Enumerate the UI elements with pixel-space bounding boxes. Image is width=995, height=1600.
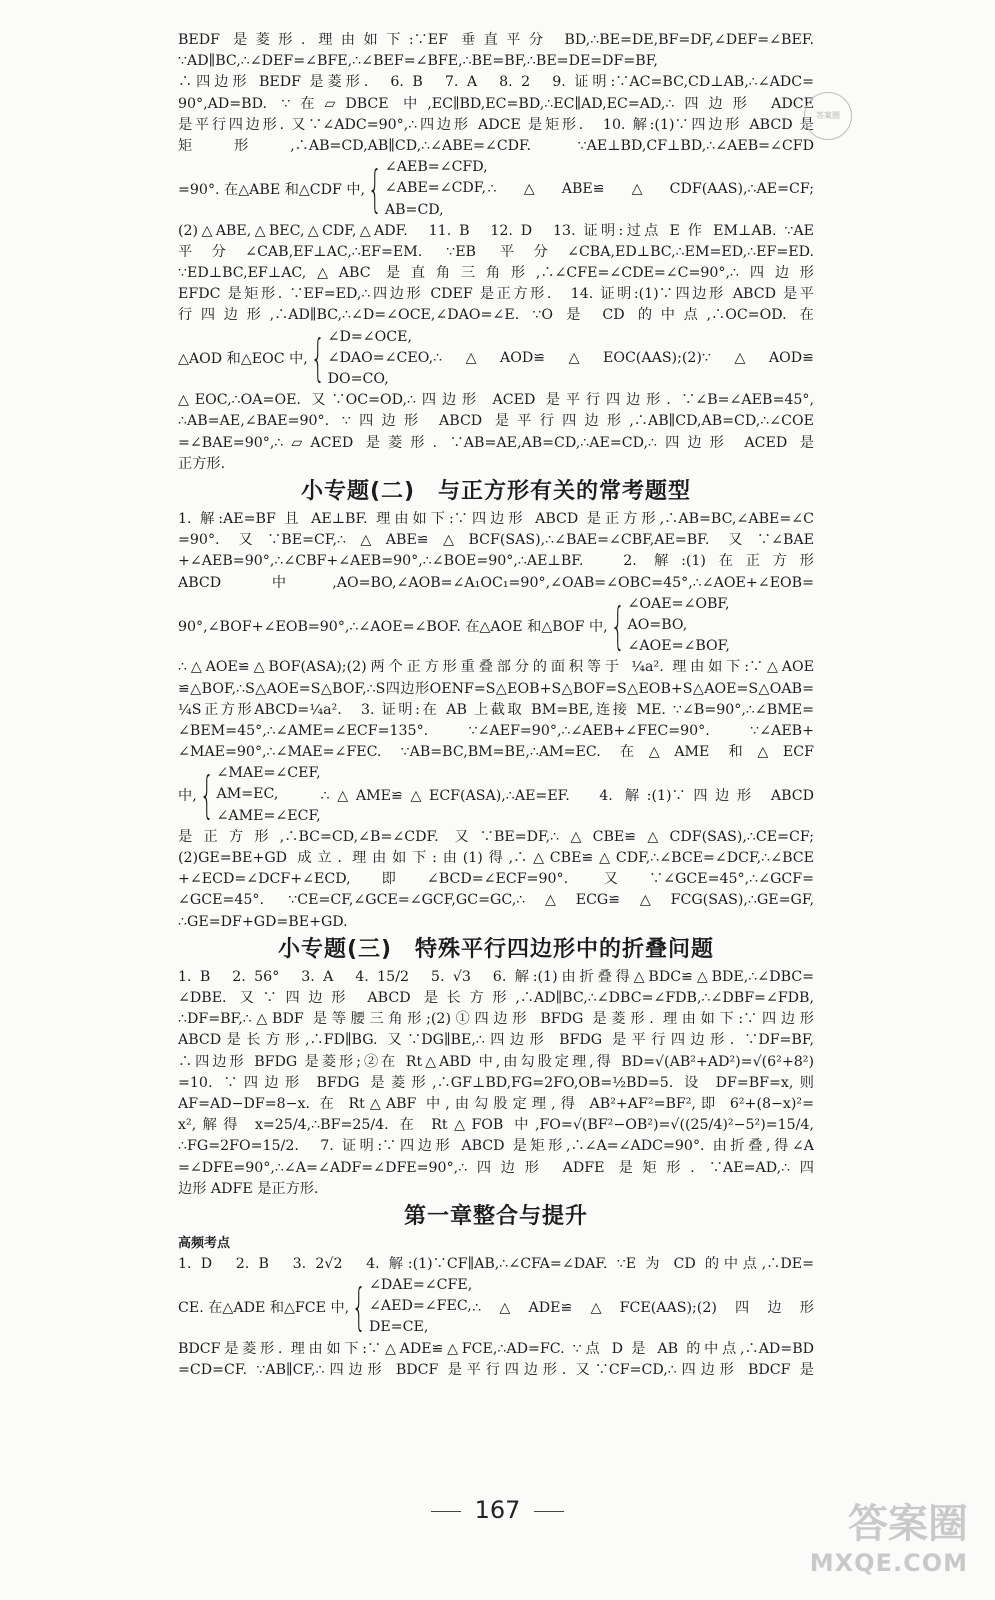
answer-block-4 [178,1254,814,1381]
section-heading: 第一章整合与提升 [403,1203,588,1229]
system-prefix: =90°. 在△ABE 和△CDF 中, [178,181,366,198]
section-heading: 小专题(二) 与正方形有关的常考题型 [300,479,692,504]
text-line: =10. ∵四边形 BFDG 是菱形,∴GF⊥BD,FG=2FO,OB=½BD=5. 设 DF=BF=x,则 [178,1074,814,1091]
system-prefix: 90°,∠BOF+∠EOB=90°,∴∠AOE=∠BOF. 在△AOE 和△BOF 中, [178,618,608,635]
text-line: 是正方形,∴BC=CD,∠B=∠CDF. 又∵BE=DF,∴△CBE≌△CDF(SAS),∴CE=CF; [178,828,814,845]
subsection-heading: 高频考点 [178,1235,231,1251]
section-heading: 小专题(三) 特殊平行四边形中的折叠问题 [277,936,715,962]
system-rows [627,594,729,658]
system-row: AO=BO, [627,616,688,633]
text-line: 1. D 2. B 3. 2√2 4. 解:(1)∵CF∥AB,∴∠CFA=∠DAF. ∵E 为 CD 的中点,∴DE= [178,1255,814,1272]
answer-page [178,30,814,1381]
brace-icon: { [351,1277,367,1336]
text-line: BEDF 是菱形. 理由如下:∵EF 垂直平分 BD,∴BE=DE,BF=DF,∠DEF=∠BEF. [178,32,814,48]
system-row: AM=EC, [216,786,279,803]
text-line: ∠BEM=45°,∴∠AME=∠ECF=135°. ∵∠AEF=90°,∴∠AEB+∠FEC=90°. ∵∠AEB+ [178,722,814,739]
text-line: =CD=CF. ∵AB∥CF,∴四边形 BDCF 是平行四边形. 又∵CF=CD,∴四边形 BDCF 是 [178,1361,814,1378]
system-row: ∠ABE=∠CDF, [384,180,486,197]
text-line: 正方形. [178,455,226,472]
system-row: ∠D=∠OCE, [327,328,413,345]
system-row: AB=CD, [384,201,444,218]
page-number-text: 167 [474,1496,521,1524]
equation-system [178,763,814,827]
text-line: 平分∠CAB,EF⊥AC,∴EF=EM. ∵EB 平分∠CBA,ED⊥BC,∴EM=ED,∴EF=ED. [178,243,814,260]
text-line: 1. B 2. 56° 3. A 4. 15/2 5. √3 6. 解:(1)由折叠得△BDC≌△BDE,∴∠DBC= [178,968,814,985]
system-row: DO=CO, [327,371,389,388]
text-line: 1. 解:AE=BF 且 AE⊥BF. 理由如下:∵四边形 ABCD 是正方形,∴AB=BC,∠ABE=∠C [178,511,814,527]
system-row: ∠AOE=∠BOF, [627,638,730,655]
text-line: =∠BAE=90°,∴▱ACED 是菱形. ∵AB=AE,AB=CD,∴AE=CD,∴四边形 ACED 是 [178,434,814,451]
answer-block-3 [178,967,814,1200]
answer-block-1 [178,30,814,475]
system-rows [217,763,321,827]
text-line: (2)△ABE,△BEC,△CDF,△ADF. 11. B 12. D 13. 证明:过点 E 作 EM⊥AB. ∵AE [178,222,814,239]
system-row: ∠AME=∠ECF, [216,807,321,824]
text-line: =90°. 又∵BE=CF,∴△ABE≌△BCF(SAS),∴∠BAE=∠CBF,AE=BF. 又∵∠BAE [178,532,814,549]
brace-icon: { [367,159,383,218]
text-line: ABCD是长方形,∴FD∥BG. 又∵DG∥BE,∴四边形 BFDG 是平行四边形. ∵DF=BF, [178,1032,814,1049]
text-line: AF=AD−DF=8−x. 在 Rt△ABF 中,由勾股定理,得 AB²+AF²=BF²,即 6²+(8−x)²= [178,1095,814,1112]
system-prefix: CE. 在△ADE 和△FCE 中, [178,1299,350,1316]
system-row: DE=CE, [369,1319,429,1336]
equation-system [178,327,814,391]
system-row: ∠DAO=∠CEO, [327,349,434,366]
text-line: ∵AD∥BC,∴∠DEF=∠BFE,∴∠BEF=∠BFE,∴BE=BF,∴BE=DE=DF=BF, [178,53,658,70]
system-rows [369,1275,472,1339]
system-row: ∠DAE=∠CFE, [369,1277,473,1294]
text-line: 矩形,∴AB=CD,AB∥CD,∴∠ABE=∠CDF. ∵AE⊥BD,CF⊥BD,∴∠AEB=∠CFD [178,137,814,154]
text-line: ∴四边形 BEDF 是菱形. 6. B 7. A 8. 2 9. 证明:∵AC=BC,CD⊥AB,∴∠ADC= [178,74,814,91]
text-line: ∠GCE=45°. ∵CE=CF,∠GCE=∠GCF,GC=GC,∴△ECG≌△FCG(SAS),∴GE=GF, [178,892,814,909]
divider [534,1511,564,1512]
divider [431,1511,461,1512]
equation-system [178,594,814,658]
brace-icon: { [310,329,325,388]
watermark-text: 答案圈 [848,1501,968,1547]
system-row: ∠AEB=∠CFD, [384,159,488,176]
brace-icon: { [610,596,625,655]
text-line: =∠DFE=90°,∴∠A=∠ADF=∠DFE=90°,∴四边形 ADFE 是矩形. ∵AE=AD,∴四 [178,1159,814,1176]
system-rows [385,157,488,221]
text-line: +∠ECD=∠DCF+∠ECD,即∠BCD=∠ECF=90°. 又∵∠GCE=45°,∴∠GCF= [178,871,814,888]
text-line: x²,解得 x=25/4,∴BF=25/4. 在 Rt△FOB 中,FO=√(BF²−OB²)=√((25/4)²−5²)=15/4, [178,1117,814,1134]
text-line: ∴FG=2FO=15/2. 7. 证明:∵四边形 ABCD 是矩形,∴∠A=∠ADC=90°. 由折叠,得∠A [178,1138,814,1155]
text-line: +∠AEB=90°,∴∠CBF+∠AEB=90°,∴∠BOE=90°,∴AE⊥BF. 2. 解:(1)在正方形 [178,553,814,570]
text-line: △EOC,∴OA=OE. 又∵OC=OD,∴四边形 ACED 是平行四边形. ∵∠B=∠AEB=45°, [178,392,814,409]
equation-system [178,1275,814,1339]
text-line: ∠MAE=90°,∴∠MAE=∠FEC. ∵AB=BC,BM=BE,∴AM=EC. 在△AME 和△ECF [178,744,814,761]
system-prefix: △AOD 和△EOC 中, [178,351,308,368]
text-line: 行四边形,∴AD∥BC,∴∠D=∠OCE,∠DAO=∠E. ∵O 是 CD 的中点,∴OC=OD. 在 [178,307,814,324]
answer-block-2 [178,509,814,933]
equation-system [178,157,814,221]
text-line: (2)GE=BE+GD 成立. 理由如下:由(1)得,∴△CBE≌△CDF,∴∠BCE=∠DCF,∴∠BCE [178,850,814,867]
system-suffix: ∴△ABE≌△CDF(AAS),∴AE=CF; [487,180,814,197]
brace-icon: { [199,766,214,825]
text-line: EFDC 是矩形. ∵EF=ED,∴四边形 CDEF 是正方形. 14. 证明:(1)∵四边形 ABCD 是平 [178,286,814,303]
system-prefix: 中, [178,788,197,805]
watermark-text: MXQE.COM [809,1549,968,1577]
stamp-icon: 答案圈 [804,92,852,140]
text-line: ∴四边形 BFDG 是菱形;②在 Rt△ABD 中,由勾股定理,得 BD=√(AB²+AD²)=√(6²+8²) [178,1053,814,1070]
text-line: 90°,AD=BD. ∵在▱DBCE 中,EC∥BD,EC=BD,∴EC∥AD,EC=AD,∴四边形 ADCE [178,95,814,112]
system-row: ∠MAE=∠CEF, [216,765,321,782]
text-line: ∴△AOE≌△BOF(ASA);(2)两个正方形重叠部分的面积等于 ¼a². 理由如下:∵△AOE [178,659,814,676]
text-line: BDCF是菱形. 理由如下:∵△ADE≌△FCE,∴AD=FC. ∵点 D 是 AB 的中点,∴AD=BD [178,1340,814,1357]
text-line: ∵ED⊥BC,EF⊥AC,△ABC 是直角三角形,∴∠CFE=∠CDE=∠C=90°,∴四边形 [178,265,814,282]
system-row: ∠OAE=∠OBF, [627,595,730,612]
watermark-logo [800,1500,980,1590]
text-line: ∴DF=BF,∴△BDF 是等腰三角形;(2)①四边形 BFDG 是菱形. 理由如下:∵四边形 [178,1011,814,1028]
text-line: ABCD 中,AO=BO,∠AOB=∠A₁OC₁=90°,∠OAB=∠OBC=45°,∴∠AOE+∠EOB= [178,574,814,591]
system-row: ∠AED=∠FEC, [369,1298,472,1315]
text-line: 是平行四边形. 又∵∠ADC=90°,∴四边形 ADCE 是矩形. 10. 解:(1)∵四边形 ABCD 是 [178,116,814,133]
system-suffix: ∴△AOD≌△EOC(AAS);(2)∵△AOD≌ [433,350,814,367]
system-suffix: ∴△ADE≌△FCE(AAS);(2)四边形 [472,1299,814,1316]
text-line: ∴GE=DF+GD=BE+GD. [178,913,348,930]
text-line: ∴AB=AE,∠BAE=90°. ∵四边形 ABCD 是平行四边形,∴AB∥CD,AB=CD,∴∠COE [178,413,814,430]
system-suffix: ∴△AME≌△ECF(ASA),∴AE=EF. 4. 解:(1)∵四边形 ABCD [320,788,814,805]
system-rows [328,327,433,391]
text-line: 边形 ADFE 是正方形. [178,1180,319,1197]
text-line: ¼S正方形ABCD=¼a². 3. 证明:在 AB 上截取 BM=BE,连接 ME. ∵∠B=90°,∴∠BME= [178,701,814,718]
text-line: ∠DBE. 又∵四边形 ABCD 是长方形,∴AD∥BC,∴∠DBC=∠FDB,∴∠DBF=∠FDB, [178,990,814,1006]
text-line: ≌△BOF,∴S△AOE=S△BOF,∴S四边形OENF=S△EOB+S△BOF=S△EOB+S△AOE=S△OAB= [178,680,814,697]
